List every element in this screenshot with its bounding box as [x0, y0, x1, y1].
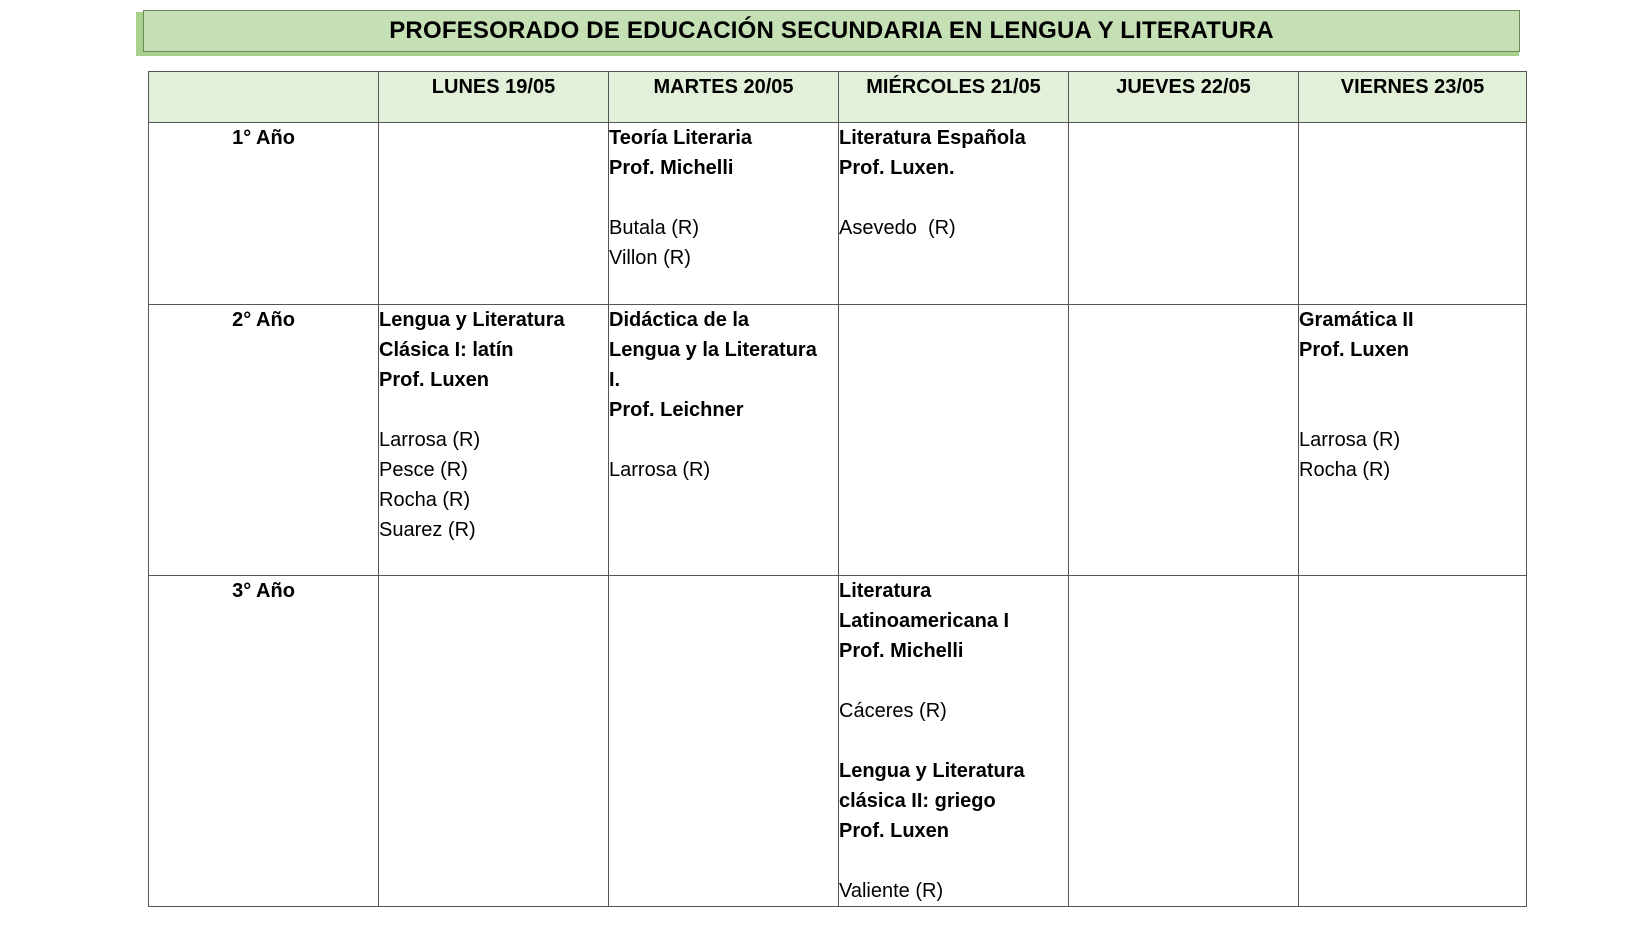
exam-cell	[839, 123, 1069, 305]
header-day-tuesday: MARTES 20/05	[609, 72, 839, 123]
cell-empty	[609, 576, 839, 907]
student-entry: Villon (R)	[609, 247, 691, 269]
cell-empty	[839, 305, 1069, 576]
cell-empty	[1299, 123, 1527, 305]
subject-name: clásica II: griego	[839, 790, 996, 812]
subject-name: Didáctica de la	[609, 309, 750, 331]
exam-cell	[1299, 305, 1527, 576]
table-row-year-1	[149, 123, 1527, 305]
table-row-year-2	[149, 305, 1527, 576]
schedule-table	[148, 71, 1527, 907]
header-empty-cell	[149, 72, 379, 123]
subject-name: I.	[609, 369, 621, 391]
professor-name: Prof. Michelli	[839, 640, 964, 662]
cell-empty	[1069, 305, 1299, 576]
cell-empty	[379, 123, 609, 305]
student-entry: Butala (R)	[609, 217, 700, 239]
cell-empty	[1069, 123, 1299, 305]
professor-name: Prof. Luxen.	[839, 157, 955, 179]
page-title: PROFESORADO DE EDUCACIÓN SECUNDARIA EN LENGUA Y LITERATURA	[143, 10, 1520, 52]
student-entry: Suarez (R)	[379, 519, 476, 541]
cell-empty	[379, 576, 609, 907]
student-entry: Rocha (R)	[379, 489, 471, 511]
student-entry: Valiente (R)	[839, 880, 944, 902]
subject-name: Literatura Española	[839, 127, 1026, 149]
student-entry: Larrosa (R)	[1299, 429, 1401, 451]
exam-cell	[609, 305, 839, 576]
professor-name: Prof. Luxen	[379, 369, 490, 391]
student-entry: Rocha (R)	[1299, 459, 1391, 481]
exam-cell	[839, 576, 1069, 907]
student-entry: Asevedo (R)	[839, 217, 956, 239]
student-entry: Larrosa (R)	[379, 429, 481, 451]
exam-cell	[379, 305, 609, 576]
year-label: 2° Año	[149, 305, 379, 576]
student-entry: Larrosa (R)	[609, 459, 711, 481]
header-day-friday: VIERNES 23/05	[1299, 72, 1527, 123]
subject-name: Latinoamericana I	[839, 610, 1010, 632]
professor-name: Prof. Michelli	[609, 157, 734, 179]
subject-name: Lengua y la Literatura	[609, 339, 817, 361]
student-entry: Cáceres (R)	[839, 700, 947, 722]
header-day-wednesday: MIÉRCOLES 21/05	[839, 72, 1069, 123]
subject-name: Clásica I: latín	[379, 339, 514, 361]
year-label: 3° Año	[149, 576, 379, 907]
subject-name: Teoría Literaria	[609, 127, 753, 149]
subject-name: Lengua y Literatura	[379, 309, 565, 331]
subject-name: Gramática II	[1299, 309, 1414, 331]
student-entry: Pesce (R)	[379, 459, 468, 481]
header-day-monday: LUNES 19/05	[379, 72, 609, 123]
year-label: 1° Año	[149, 123, 379, 305]
cell-empty	[1299, 576, 1527, 907]
professor-name: Prof. Luxen	[1299, 339, 1410, 361]
header-row	[149, 72, 1527, 123]
subject-name: Lengua y Literatura	[839, 760, 1025, 782]
header-day-thursday: JUEVES 22/05	[1069, 72, 1299, 123]
table-row-year-3	[149, 576, 1527, 907]
cell-empty	[1069, 576, 1299, 907]
professor-name: Prof. Luxen	[839, 820, 950, 842]
professor-name: Prof. Leichner	[609, 399, 744, 421]
exam-cell	[609, 123, 839, 305]
subject-name: Literatura	[839, 580, 932, 602]
